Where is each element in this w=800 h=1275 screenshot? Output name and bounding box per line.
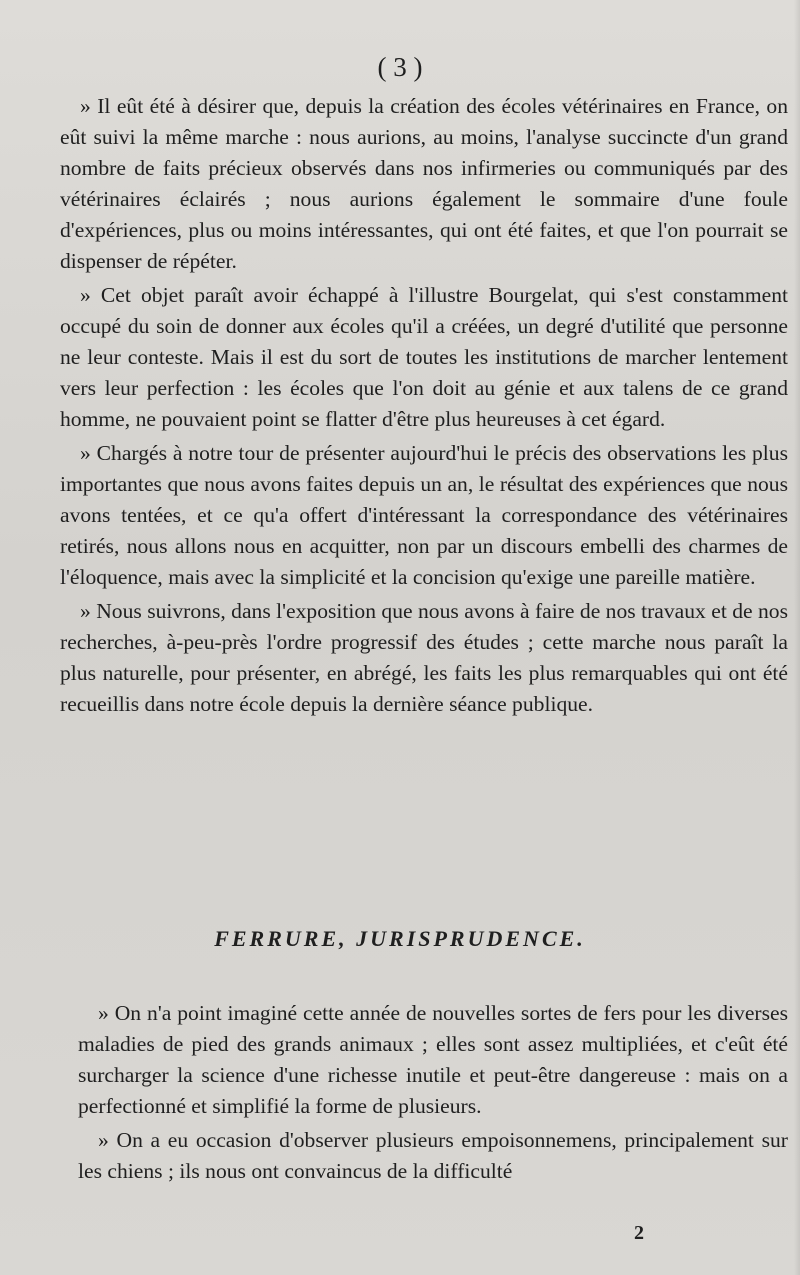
section-body (78, 998, 788, 1190)
paragraph-4: » Nous suivrons, dans l'exposition que nous avons à faire de nos travaux et de nos recherches, à-peu-près l'ordre progressif des études ; cette marche nous paraît la plus naturelle, pour présenter, en abrégé, les faits les plus remarquables qui ont été recueillis dans notre école depuis la dernière séance publique. (60, 599, 788, 716)
paragraph-1: » Il eût été à désirer que, depuis la création des écoles vétérinaires en France, on eût suivi la même marche : nous aurions, au moins, l'analyse succincte d'un grand nombre de faits précieux observés dans nos infirmeries ou communiqués par des vétérinaires éclairés ; nous aurions également le sommaire d'une foule d'expériences, plus ou moins intéressantes, qui ont été faites, et que l'on pourrait se dispenser de répéter. (60, 94, 788, 273)
section-heading: FERRURE, JURISPRUDENCE. (214, 926, 586, 951)
section-paragraph-1: » On n'a point imaginé cette année de nouvelles sortes de fers pour les diverses maladies de pied des grands animaux ; elles sont assez multipliées, et c'eût été surcharger la science d'une richesse inutile et peut-être dangereuse : mais on a perfectionné et simplifié la forme de plusieurs. (78, 1001, 788, 1118)
page-edge-shadow (794, 0, 800, 1275)
paragraph-3: » Chargés à notre tour de présenter aujourd'hui le précis des observations les plus importantes que nous avons faites depuis un an, le résultat des expériences que nous avons tentées, et ce qu'a offert d'intéressant la correspondance des vétérinaires retirés, nous allons nous en acquitter, non par un discours embelli des charmes de l'éloquence, mais avec la simplicité et la concision qu'exige une pareille matière. (60, 441, 788, 589)
body-text (60, 91, 788, 723)
page-number: ( 3 ) (377, 52, 423, 82)
signature-mark: 2 (634, 1222, 644, 1244)
paragraph-2: » Cet objet paraît avoir échappé à l'illustre Bourgelat, qui s'est constamment occupé du soin de donner aux écoles qu'il a créées, un degré d'utilité que personne ne leur conteste. Mais il est du sort de toutes les institutions de marcher lentement vers leur perfection : les écoles que l'on doit au génie et aux talens de ce grand homme, ne pouvaient point se flatter d'être plus heureuses à cet égard. (60, 283, 788, 431)
section-paragraph-2: » On a eu occasion d'observer plusieurs empoisonnemens, principalement sur les chiens ; ils nous ont convaincus de la difficulté (78, 1128, 788, 1183)
